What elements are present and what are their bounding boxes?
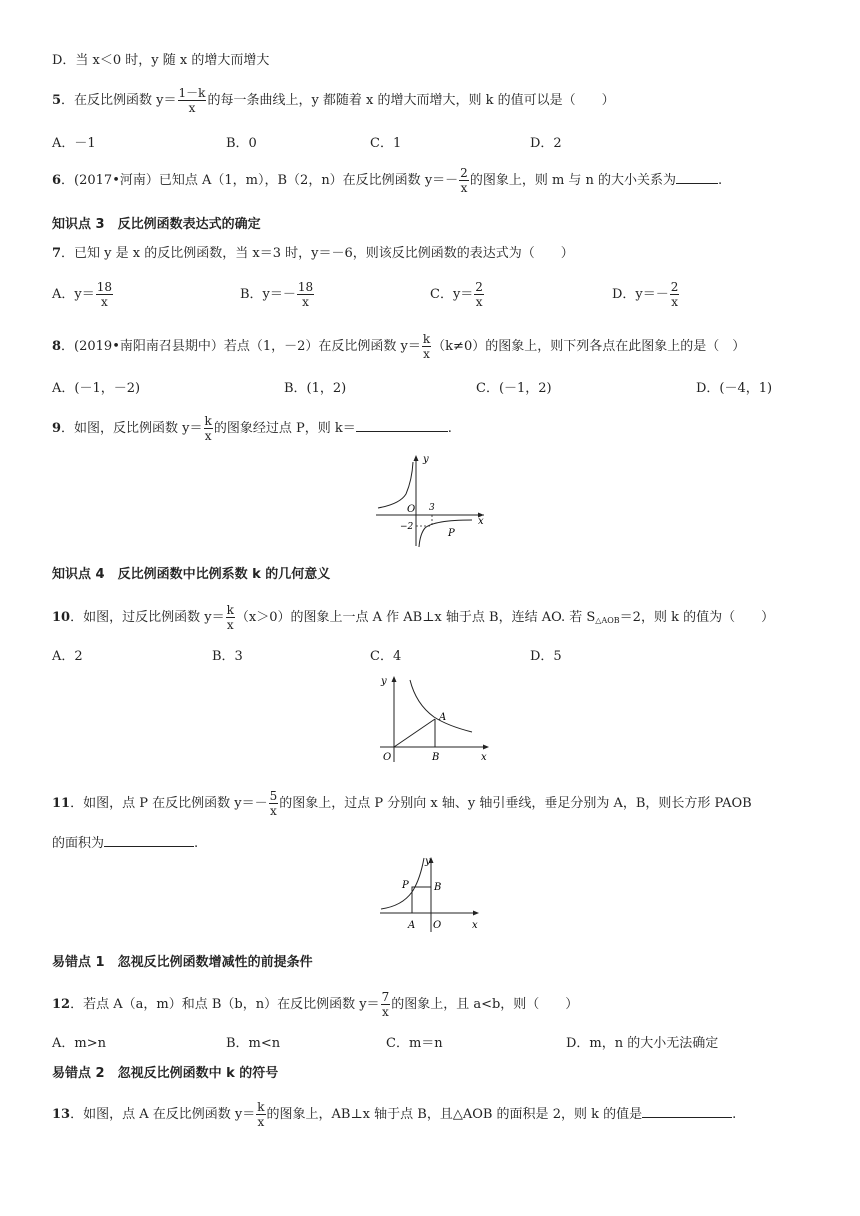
- q5-option-a[interactable]: A．－1: [52, 136, 96, 151]
- fraction-numerator: 18: [96, 280, 113, 294]
- fraction-numerator: 1－k: [178, 86, 206, 100]
- fraction: [204, 414, 213, 443]
- question-number: 11: [52, 796, 71, 811]
- question-7: [52, 245, 574, 263]
- question-text: （k≠0）的图象上，则下列各点在此图象上的是（ ）: [432, 339, 746, 354]
- fraction-numerator: k: [204, 414, 212, 428]
- section-heading-3: 知识点 3 反比例函数表达式的确定: [52, 217, 261, 232]
- question-6: [52, 166, 722, 195]
- section-heading-e2: 易错点 2 忽视反比例函数中 k 的符号: [52, 1066, 279, 1081]
- fraction: [96, 280, 113, 309]
- fraction-denominator: x: [381, 1005, 389, 1019]
- section-heading-4: 知识点 4 反比例函数中比例系数 k 的几何意义: [52, 567, 331, 582]
- question-text: 的图象经过点 P，则 k＝: [213, 421, 356, 436]
- segment-ao: [394, 719, 435, 747]
- question-text: ．(2017•河南）已知点 A（1，m），B（2，n）在反比例函数 y＝－: [61, 173, 459, 188]
- q9-figure: [372, 452, 492, 552]
- q10-option-a[interactable]: A．2: [52, 649, 83, 664]
- question-number: 5: [52, 93, 62, 108]
- y-label: y: [381, 676, 387, 687]
- question-text: 的每一条曲线上，y 都随着 x 的增大而增大，则 k 的值可以是（ ）: [207, 93, 615, 108]
- question-text: ．如图，过反比例函数 y＝: [70, 610, 225, 625]
- question-text: 的图象上，AB⊥x 轴于点 B，且△AOB 的面积是 2，则 k 的值是: [266, 1107, 643, 1122]
- question-11-line-2: [52, 833, 198, 853]
- period: .: [732, 1107, 737, 1122]
- fraction-denominator: x: [257, 1115, 265, 1129]
- fraction-numerator: k: [422, 332, 431, 346]
- fraction-numerator: 5: [269, 789, 278, 803]
- fraction-numerator: k: [226, 603, 234, 617]
- question-text: 的图象上，则 m 与 n 的大小关系为: [469, 173, 677, 188]
- tick-label-3: 3: [429, 503, 435, 513]
- question-text: 的图象上，且 a<b，则（ ）: [391, 997, 579, 1012]
- fraction: [381, 990, 391, 1019]
- y-label: y: [425, 856, 431, 867]
- q8-option-d[interactable]: D．(－4，1): [696, 381, 773, 396]
- q10-option-b[interactable]: B．3: [212, 649, 243, 664]
- question-9: [52, 414, 452, 443]
- question-text: ．已知 y 是 x 的反比例函数，当 x＝3 时，y＝－6，则该反比例函数的表达式为（ ）: [61, 246, 574, 261]
- tick-label-neg2: −2: [400, 522, 414, 532]
- fraction: [269, 789, 279, 818]
- question-text: 的面积为: [52, 836, 105, 851]
- q12-option-d[interactable]: D．m，n 的大小无法确定: [566, 1036, 719, 1051]
- question-number: 13: [52, 1107, 71, 1122]
- q12-option-b[interactable]: B．m<n: [226, 1036, 281, 1051]
- q4-option-d: D．当 x＜0 时，y 随 x 的增大而增大: [52, 53, 270, 68]
- point-b-label: B: [434, 882, 442, 893]
- question-number: 9: [52, 421, 62, 436]
- y-axis-arrow: [414, 455, 419, 461]
- x-label: x: [472, 920, 478, 931]
- q10-figure: [376, 672, 496, 772]
- fraction: [226, 603, 235, 632]
- fraction-denominator: x: [423, 347, 430, 361]
- q10-option-c[interactable]: C．4: [370, 649, 402, 664]
- question-11: [52, 789, 752, 818]
- question-number: 6: [52, 173, 62, 188]
- rectangle-paob: [412, 887, 431, 913]
- period: .: [718, 173, 723, 188]
- section-heading-e1: 易错点 1 忽视反比例函数增减性的前提条件: [52, 955, 313, 970]
- answer-blank[interactable]: [642, 1104, 732, 1118]
- option-label: D．y＝－: [612, 287, 669, 302]
- fraction-numerator: 18: [297, 280, 314, 294]
- question-text: ＝2，则 k 的值为（ ）: [619, 610, 775, 625]
- answer-blank[interactable]: [356, 418, 448, 432]
- question-text: ．若点 A（a，m）和点 B（b，n）在反比例函数 y＝: [70, 997, 380, 1012]
- question-13: [52, 1100, 736, 1129]
- period: .: [194, 836, 199, 851]
- question-number: 7: [52, 246, 62, 261]
- fraction: [256, 1100, 265, 1129]
- fraction-denominator: x: [226, 618, 234, 632]
- q5-option-d[interactable]: D．2: [530, 136, 562, 151]
- option-label: C．y＝: [430, 287, 474, 302]
- fraction: [297, 280, 314, 309]
- question-text: 的图象上，过点 P 分别向 x 轴、y 轴引垂线，垂足分别为 A，B，则长方形 PAOB: [279, 796, 752, 811]
- fraction: [178, 86, 207, 115]
- question-text: ．如图，反比例函数 y＝: [61, 421, 203, 436]
- q8-option-b[interactable]: B．(1，2): [284, 381, 347, 396]
- q12-option-c[interactable]: C．m＝n: [386, 1036, 443, 1051]
- fraction-numerator: 2: [475, 280, 483, 294]
- fraction-denominator: x: [270, 804, 277, 818]
- fraction-denominator: x: [460, 181, 468, 195]
- fraction-denominator: x: [204, 429, 212, 443]
- fraction-denominator: x: [475, 295, 483, 309]
- question-text: ．在反比例函数 y＝: [61, 93, 177, 108]
- answer-blank[interactable]: [104, 833, 194, 847]
- q7-option-b[interactable]: [240, 280, 315, 309]
- fraction: [670, 280, 680, 309]
- fraction-numerator: 2: [460, 166, 468, 180]
- question-text: ．(2019•南阳南召县期中）若点（1，－2）在反比例函数 y＝: [61, 339, 421, 354]
- q8-option-c[interactable]: C．(－1，2): [476, 381, 552, 396]
- q8-option-a[interactable]: A．(－1，－2): [52, 381, 141, 396]
- fraction-denominator: x: [188, 101, 196, 115]
- origin-label: O: [383, 752, 392, 763]
- question-5: [52, 86, 615, 115]
- q10-option-d[interactable]: D．5: [530, 649, 562, 664]
- x-label: x: [481, 752, 487, 763]
- question-8: [52, 332, 745, 361]
- answer-blank[interactable]: [676, 170, 718, 184]
- fraction-numerator: 7: [381, 990, 390, 1004]
- fraction: [474, 280, 484, 309]
- x-axis-arrow: [473, 911, 479, 916]
- point-p-label: P: [402, 880, 409, 891]
- x-label: x: [478, 516, 484, 527]
- point-a-label: A: [439, 712, 447, 723]
- q5-option-c[interactable]: C．1: [370, 136, 402, 151]
- fraction-numerator: 2: [670, 280, 679, 294]
- question-text: （x＞0）的图象上一点 A 作 AB⊥x 轴于点 B，连结 AO. 若 S: [235, 610, 596, 625]
- curve: [410, 680, 472, 732]
- q12-option-a[interactable]: A．m>n: [52, 1036, 106, 1051]
- fraction: [459, 166, 469, 195]
- q11-figure: [376, 852, 486, 938]
- question-number: 12: [52, 997, 71, 1012]
- q7-option-c[interactable]: [430, 280, 485, 309]
- q5-option-b[interactable]: B．0: [226, 136, 257, 151]
- question-number: 10: [52, 610, 71, 625]
- fraction-denominator: x: [100, 295, 108, 309]
- question-number: 8: [52, 339, 62, 354]
- origin-label: O: [407, 504, 416, 515]
- point-p-label: P: [448, 528, 455, 539]
- point-a-label: A: [408, 920, 416, 931]
- question-text: ．如图，点 P 在反比例函数 y＝－: [70, 796, 268, 811]
- question-text: ．如图，点 A 在反比例函数 y＝: [70, 1107, 256, 1122]
- question-12: [52, 990, 578, 1019]
- fraction-denominator: x: [671, 295, 678, 309]
- origin-label: O: [433, 920, 442, 931]
- period: .: [447, 421, 452, 436]
- y-label: y: [423, 454, 429, 465]
- curve-left-branch: [378, 462, 413, 508]
- q7-option-a[interactable]: [52, 280, 114, 309]
- curve-right-branch: [419, 520, 472, 547]
- option-label: B．y＝－: [240, 287, 296, 302]
- q7-option-d[interactable]: [612, 280, 680, 309]
- fraction: [422, 332, 431, 361]
- x-axis-arrow: [483, 745, 489, 750]
- subscript: △AOB: [595, 616, 620, 625]
- point-b-label: B: [432, 752, 440, 763]
- y-axis-arrow: [392, 676, 397, 682]
- option-label: A．y＝: [52, 287, 95, 302]
- question-10: [52, 603, 774, 632]
- fraction-denominator: x: [302, 295, 309, 309]
- fraction-numerator: k: [257, 1100, 265, 1114]
